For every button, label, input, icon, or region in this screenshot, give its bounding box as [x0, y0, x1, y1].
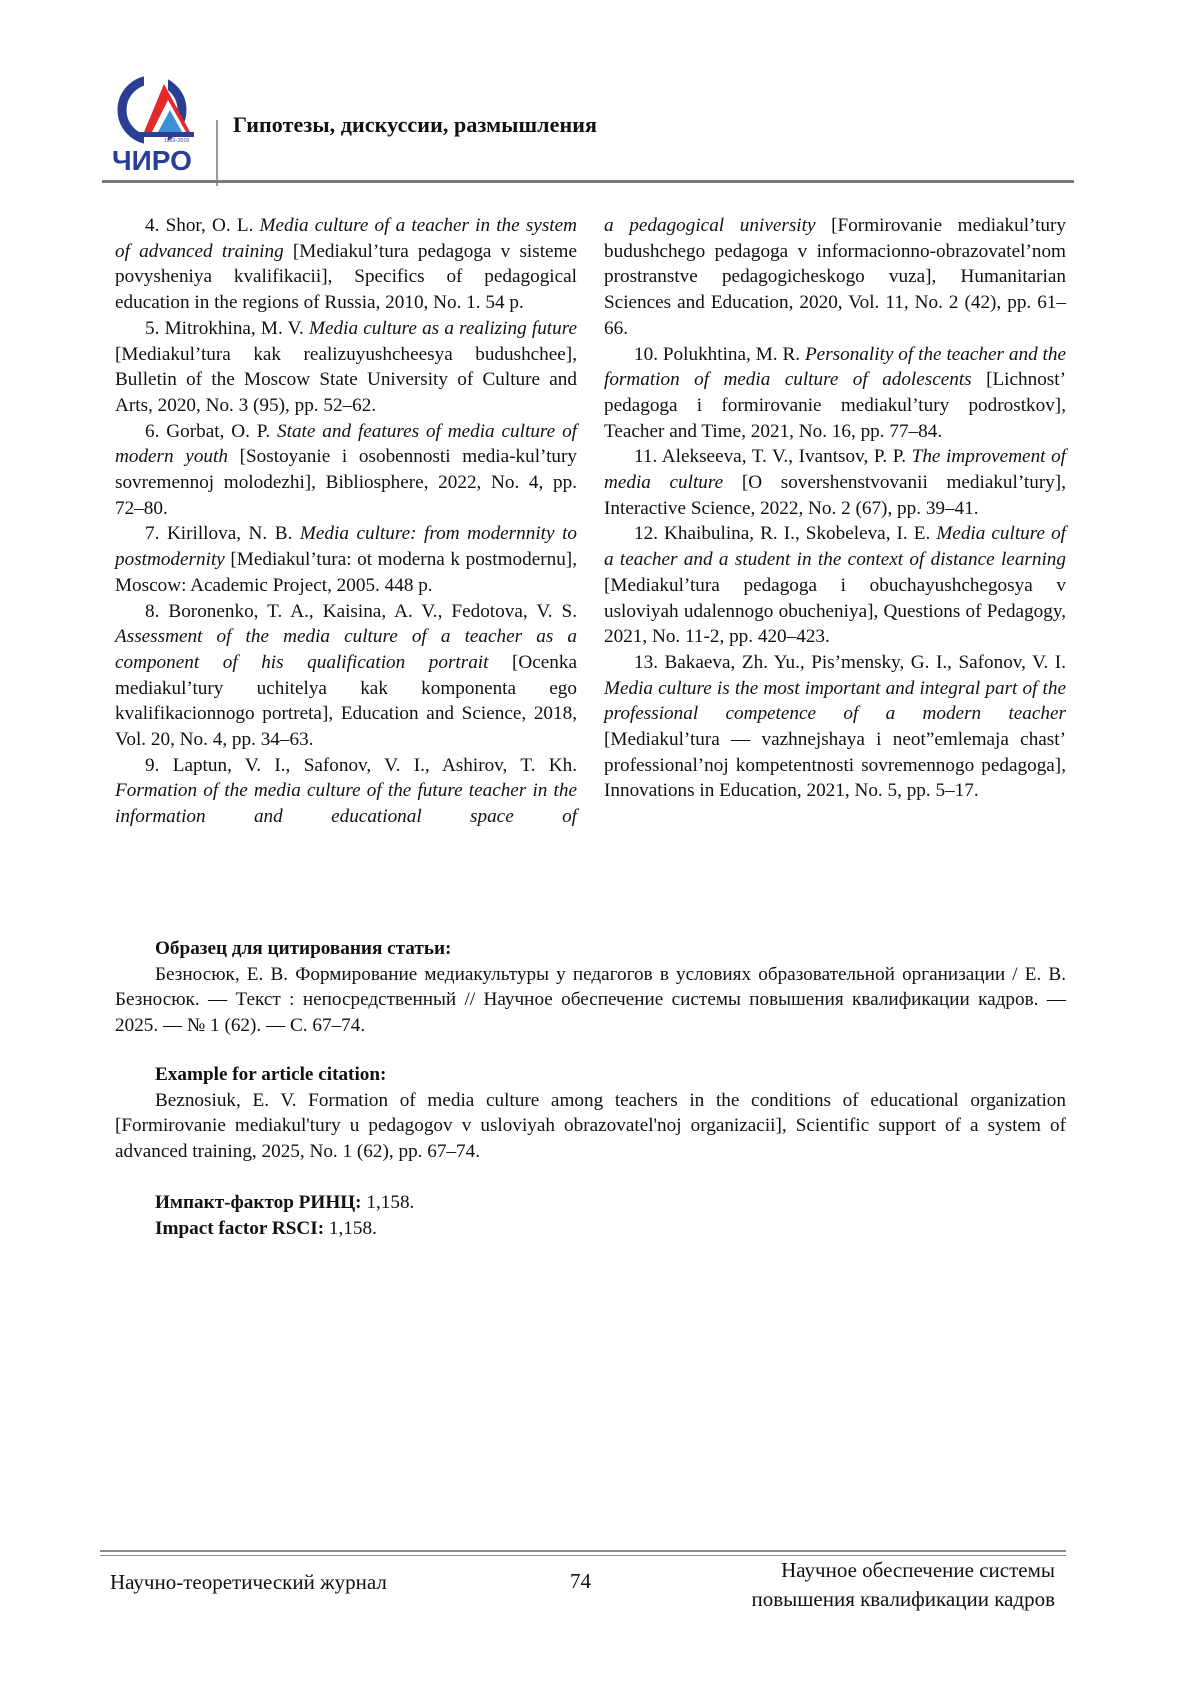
citation-en-text: Beznosiuk, E. V. Formation of media culture among teachers in the conditions of educational organization [Formirovanie mediakul'tury u pedagogov v usloviyah obrazovatel'noj organizacii], Scientific support of a system of advanced training, 2025, No. 1 (62), pp. 67–74.: [115, 1089, 1066, 1163]
page-number: 74: [570, 1569, 591, 1593]
chiro-logo: [112, 70, 212, 178]
chiro-logo-mark: [112, 70, 212, 178]
logo-years: 1969–2019: [164, 138, 190, 144]
impact-factor-block: [155, 1190, 414, 1241]
references-right-column: [604, 213, 1066, 804]
impact-ru-label: Импакт-фактор РИНЦ:: [155, 1192, 362, 1213]
reference-item: 9. Laptun, V. I., Safonov, V. I., Ashirov, T. Kh. Formation of the media culture of the future teacher in the information and educational space of: [115, 754, 577, 828]
citation-ru-heading: Образец для цитирования статьи:: [155, 938, 452, 959]
reference-item: 13. Bakaeva, Zh. Yu., Pis’mensky, G. I., Safonov, V. I. Media culture is the most important and integral part of the professional competence of a modern teacher [Mediakul’tura — vazhnejshaya i neot”emlemaja chast’ professional’noj kompetentnosti sovremennogo pedagoga], Innovations in Education, 2021, No. 5, pp. 5–17.: [604, 651, 1066, 802]
citation-ru: [115, 936, 1066, 1039]
citation-ru-text: Безносюк, Е. В. Формирование медиакультуры у педагогов в условиях образовательной организации / Е. В. Безносюк. — Текст : непосредственный // Научное обеспечение системы повышения квалификации кадров. — 2025. — № 1 (62). — С. 67–74.: [115, 963, 1066, 1037]
impact-factor-ru: [155, 1190, 414, 1216]
footer-rule: [100, 1550, 1066, 1552]
impact-factor-en: [155, 1216, 414, 1242]
reference-item: 4. Shor, O. L. Media culture of a teacher in the system of advanced training [Mediakul’tura pedagoga v sisteme povysheniya kvalifikacii], Specifics of pedagogical education in the regions of Russia, 2010, No. 1. 54 p.: [115, 215, 578, 314]
reference-item: 5. Mitrokhina, M. V. Media culture as a realizing future [Mediakul’tura kak realizuyushcheesya budushchee], Bulletin of the Moscow State University of Culture and Arts, 2020, No. 3 (95), pp. 52–62.: [115, 317, 577, 416]
header-rule: [102, 180, 1074, 183]
logo-divider: [216, 120, 218, 186]
reference-item: 7. Kirillova, N. B. Media culture: from modernnity to postmodernity [Mediakul’tura: ot moderna k postmodernu], Moscow: Academic Project, 2005. 448 p.: [115, 523, 577, 596]
running-title: Гипотезы, дискуссии, размышления: [233, 112, 598, 137]
footer-journal-name-line1: Научное обеспечение системы: [781, 1558, 1055, 1582]
footer-journal-name-line2: повышения квалификации кадров: [751, 1587, 1055, 1611]
logo-wordmark: ЧИРО: [112, 145, 192, 176]
impact-en-label: Impact factor RSCI:: [155, 1217, 325, 1239]
reference-item: 8. Boronenko, T. A., Kaisina, A. V., Fedotova, V. S. Assessment of the media culture of a teacher as a component of his qualification portrait [Ocenka mediakul’tury uchitelya kak komponenta ego kvalifikacionnogo portreta], Education and Science, 2018, Vol. 20, No. 4, pp. 34–63.: [115, 600, 577, 751]
reference-item: 10. Polukhtina, M. R. Personality of the teacher and the formation of media culture of adolescents [Lichnost’ pedagoga i formirovanie mediakul’tury podrostkov], Teacher and Time, 2021, No. 16, pp. 77–84.: [604, 343, 1066, 442]
reference-item: 11. Alekseeva, T. V., Ivantsov, P. P. The improvement of media culture [O sovershenstvovanii mediakul’tury], Interactive Science, 2022, No. 2 (67), pp. 39–41.: [604, 446, 1066, 519]
footer-journal-name: [751, 1556, 1055, 1614]
reference-item: 12. Khaibulina, R. I., Skobeleva, I. E. Media culture of a teacher and a student in the context of distance learning [Mediakul’tura pedagoga i obuchayushchegosya v usloviyah udalennogo obucheniya], Questions of Pedagogy, 2021, No. 11-2, pp. 420–423.: [604, 523, 1066, 648]
impact-en-value: 1,158.: [324, 1217, 377, 1239]
citation-en-heading: Example for article citation:: [155, 1064, 387, 1085]
reference-item-continued: a pedagogical university [Formirovanie mediakul’tury budushchego pedagoga v informacionno-obrazovatel’nom prostranstve pedagogicheskogo vuza], Humanitarian Sciences and Education, 2020, Vol. 11, No. 2 (42), pp. 61–66.: [604, 215, 1067, 339]
references-left-column: [115, 213, 577, 830]
footer-journal-type: Научно-теоретический журнал: [110, 1570, 387, 1594]
citation-en: [115, 1062, 1066, 1165]
reference-item: 6. Gorbat, O. P. State and features of media culture of modern youth [Sostoyanie i osobennosti media-kul’tury sovremennoj molodezhi], Bibliosphere, 2022, No. 4, pp. 72–80.: [115, 420, 578, 519]
impact-ru-value: 1,158.: [361, 1192, 415, 1213]
